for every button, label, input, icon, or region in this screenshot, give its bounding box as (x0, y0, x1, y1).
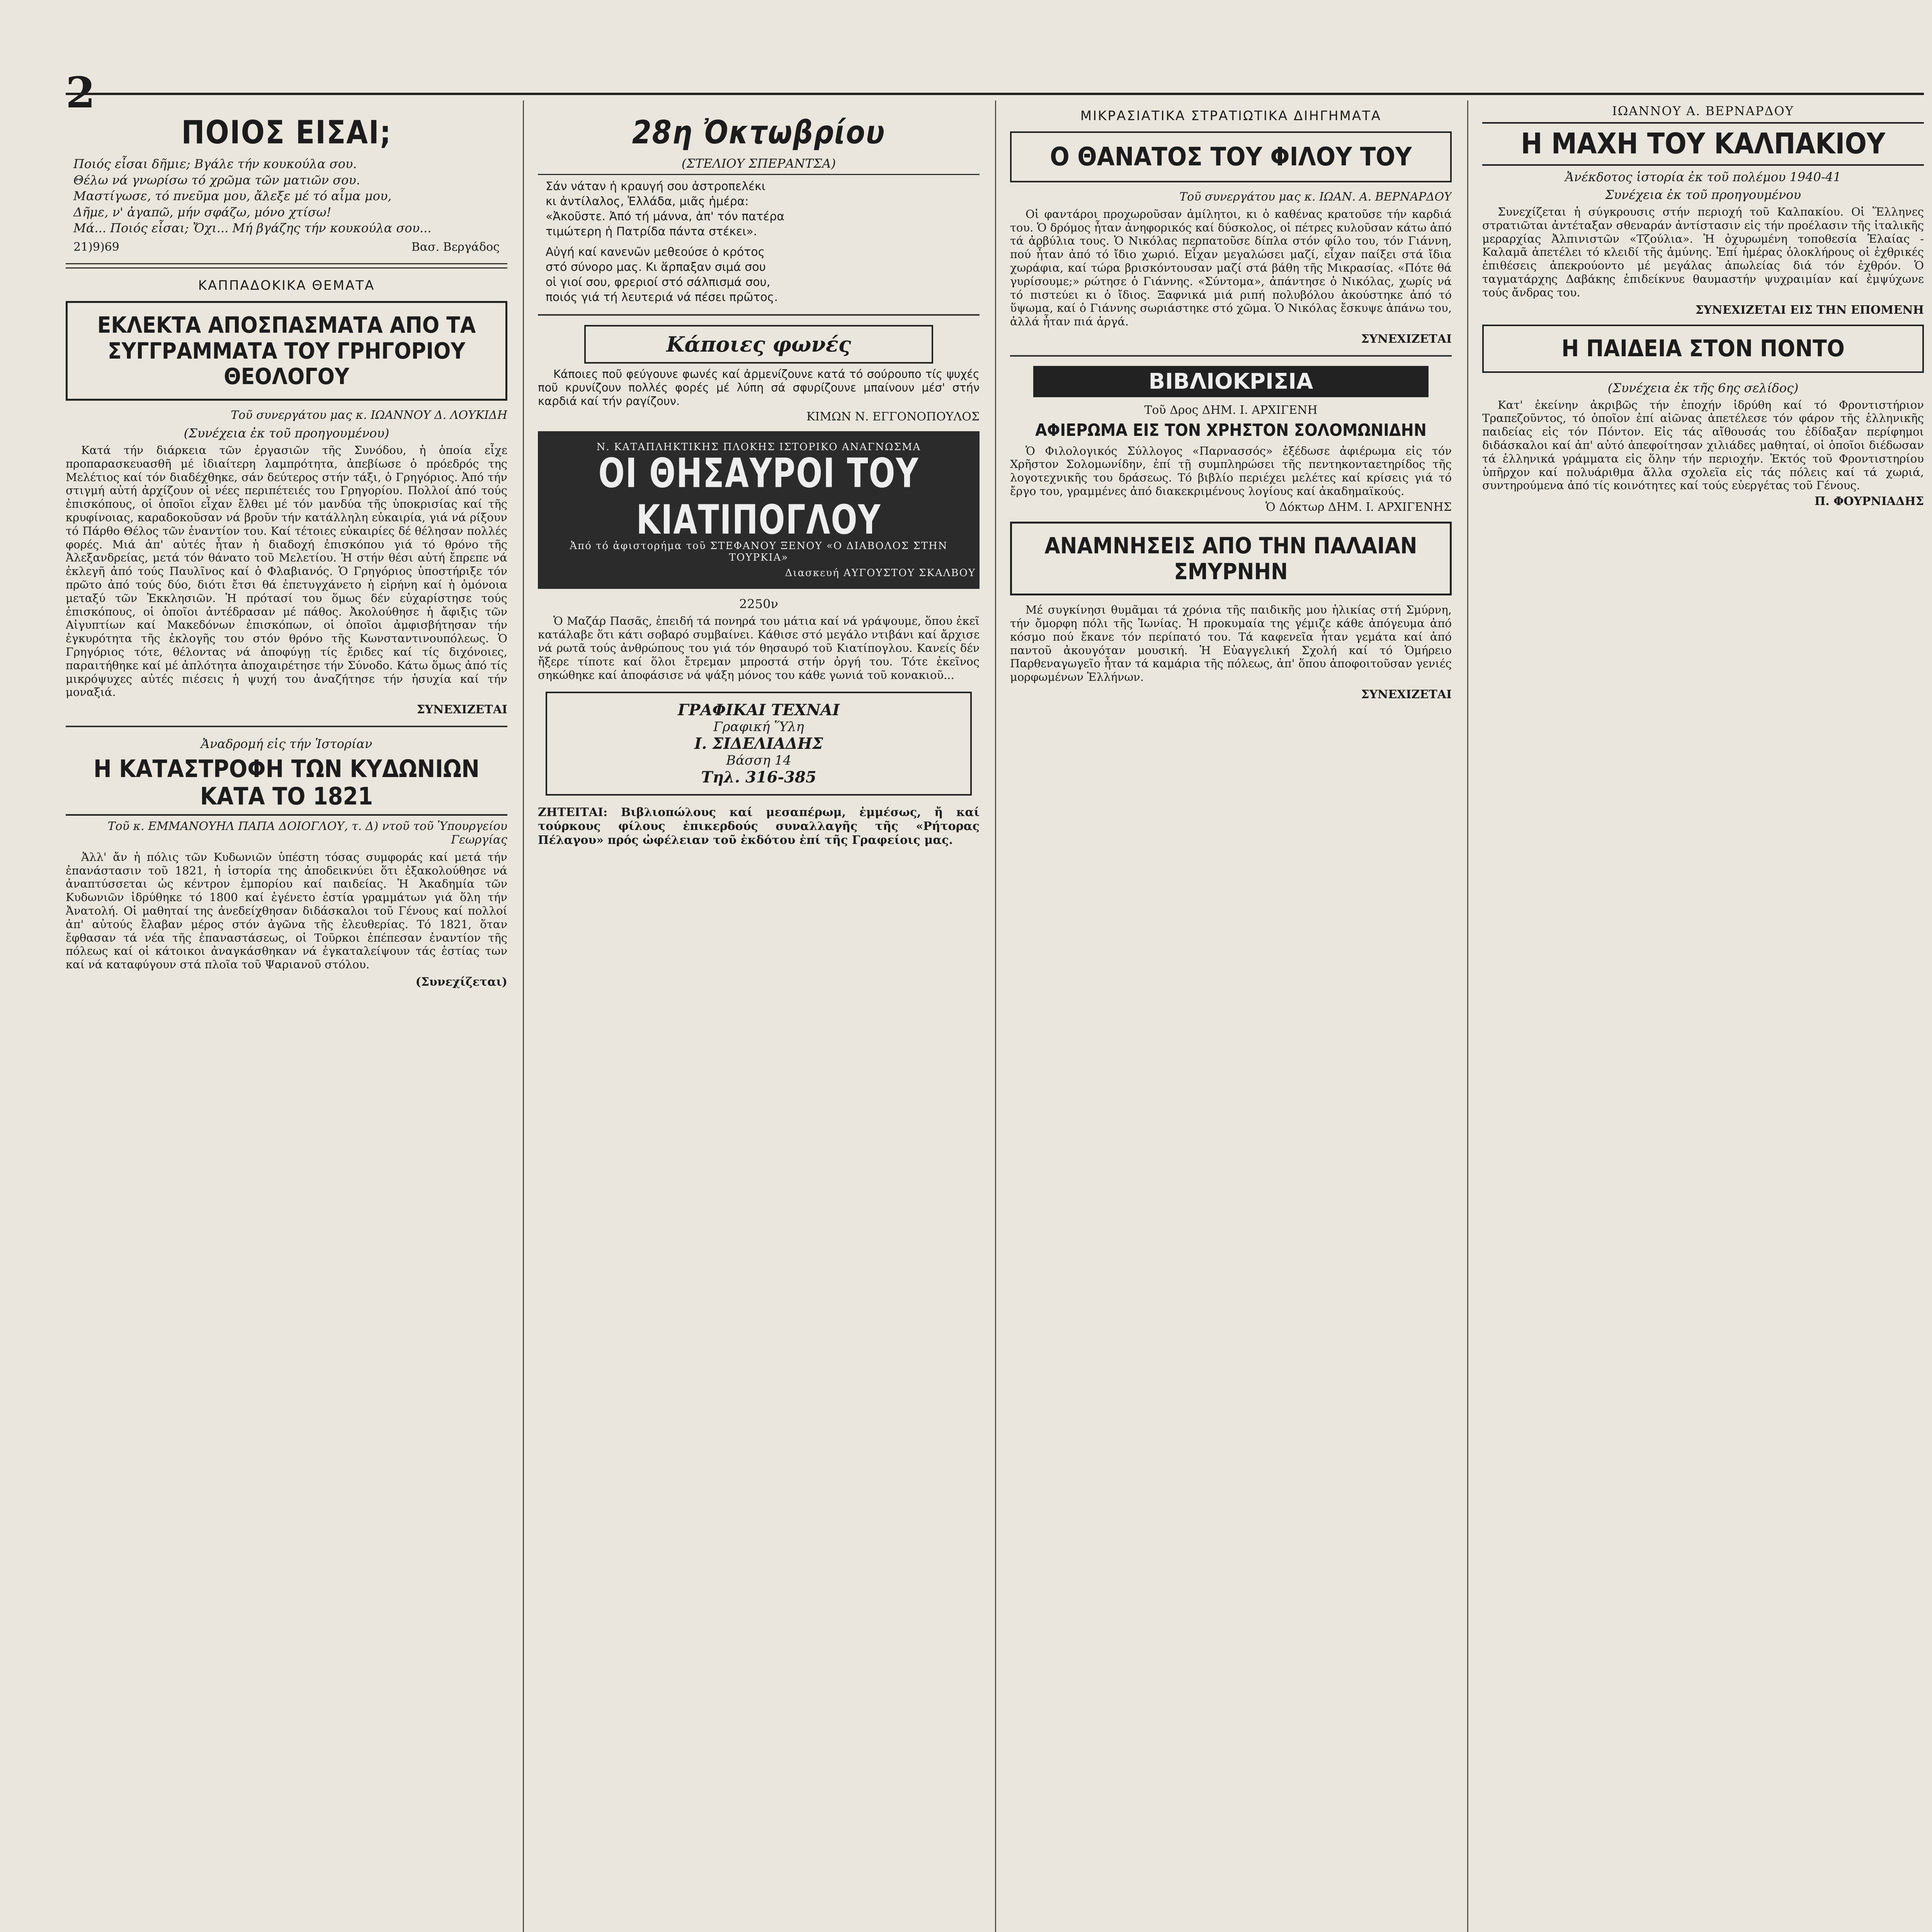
bib-signature: Ὁ Δόκτωρ ΔΗΜ. Ι. ΑΡΧΙΓΕΝΗΣ (1265, 500, 1452, 514)
column-4 (1467, 100, 1924, 1932)
serial-adaptation: Διασκευή ΑΥΓΟΥΣΤΟΥ ΣΚΑΛΒΟΥ (785, 567, 976, 579)
column-3 (995, 100, 1452, 1932)
poem2-body (546, 179, 972, 305)
article2-body (66, 850, 507, 971)
poem-line: Δῆμε, ν' ἀγαπῶ, μήν σφάζω, μόνο χτίσω! (73, 204, 332, 219)
divider (66, 263, 507, 269)
article1-text: Κατά τήν διάρκεια τῶν ἐργασιῶν τῆς Συνόδου, ἡ ὁποία εἶχε προπαρασκευασθῆ μέ ἰδιαίτερη λαμπρότητα, ἀπεβίωσε ὁ πρόεδρός της Μελέτιος καί τόν διαδέχθηκε, σάν δεύτερος στήν τάξι, ὁ Γρηγόριος. Ἀπό τήν στιγμή αὐτή ἀρχίζουν οἱ νέες περιπέτειές του Γρηγορίου. Πολλοί ἀπό τούς ἐπισκόπους, οἱ ὁποῖοι εἶχαν ἔλθει μέ τόν μανδύα τῆς ὑποκρισίας καί τῆς κρυφίνοιας, καραδοκοῦσαν νά βροῦν τήν κατάλληλη εὐκαιρία, γιά νά ρίξουν τό Πάρθο Θέλος τῶν ἐναντίον του. Καί τέτοιες εὐκαιρίες δέ θέλησαν πολλές φορές. Μιά ἀπ' αὐτές ἦταν ἡ διαδοχή ἐπισκόπου γιά τό θρόνο τῆς Ἀλεξανδρείας, μετά τόν θάνατο τοῦ Μελετίου. Ἡ στήν θέσι αὐτή ἔπρεπε νά ἐκλεγῆ ἀπό τούς Παυλῖνος καί ὁ Φλαβιανός. Ὁ Γρηγόριος ὑποστήριξε τόν πρῶτο ἀπό τούς δύο, διότι ἔτσι θά ἐπετυγχάνετο ἡ εἰρήνη καί ἡ ὁμόνοια μεταξύ τῶν Ἐκκλησιῶν. Ἡ πρότασί του ὅμως δέν εὐχαρίστησε τούς ἐπισκόπους, οἱ ὁποῖοι ἀντέδρασαν μέ πάθος. Ἀκολούθησε ἡ ἄφιξις τῶν Αἰγυπτίων καί Μακεδόνων ἐπισκόπων, οἱ ὁποῖοι ἀμφισβήτησαν τήν ἐγκυρότητα τῆς ἐκλογῆς του στόν θρόνο τῆς Κωνσταντινουπόλεως. Ὁ Γρηγόριος τότε, θέλοντας νά ἀποφύγῃ τίς ἔριδες καί τίς διχόνοιες, παραιτήθηκε καί μέ ἀπλότητα ἀποχαιρέτησε τήν Σύνοδο. Κάτω ὅμως ἀπό τίς μικρόψυχες αὐτές πιέσεις ἡ ψυχή του ἀναζήτησε τήν ἡσυχία καί τήν μοναξιά. (66, 444, 507, 699)
poem-line: οἱ γιοί σου, φρεριοί στό σάλπισμά σου, (546, 276, 770, 289)
article1-continued: ΣΥΝΕΧΙΖΕΤΑΙ (417, 703, 507, 717)
article1-title: ΕΚΛΕΚΤΑ ΑΠΟΣΠΑΣΜΑΤΑ ΑΠΟ ΤΑ ΣΥΓΓΡΑΜΜΑΤΑ ΤΟΥ ΓΡΗΓΟΡΙΟΥ ΘΕΟΛΟΓΟΥ (97, 311, 476, 390)
poem-line: Ποιός εἶσαι δῆμιε; Βγάλε τήν κουκούλα σου. (73, 156, 357, 171)
article2-kicker: Ἀναδρομή εἰς τήν Ἱστορίαν (201, 736, 372, 752)
kapoies-fones-box (584, 325, 933, 364)
columns (66, 100, 1924, 1932)
article-subtitle: Ἀνέκδοτος ἱστορία ἐκ τοῦ πολέμου 1940-41 (1565, 170, 1841, 185)
poem3-title: Κάποιες φωνές (666, 332, 851, 357)
bib-text: Ὁ Φιλολογικός Σύλλογος «Παρνασσός» ἐξέδωσε ἀφιέρωμα εἰς τόν Χρῆστον Σολομωνίδην, ἐπί τῇ συμπληρώσει τῆς πεντηκονταετηρίδος τῆς λογοτεχνικῆς του δράσεως. Τό βιβλίο περιέχει μελέτες καί κρίσεις γιά τό ἔργο του, γραμμένες ἀπό διακεκριμένους λογίους καί ἀκαδημαϊκούς. (1010, 444, 1452, 498)
article-title: Ο ΘΑΝΑΤΟΣ ΤΟΥ ΦΙΛΟΥ ΤΟΥ (1050, 142, 1412, 172)
article-text: Οἱ φαντάροι προχωροῦσαν ἀμίλητοι, κι ὁ καθένας κρατοῦσε τήν καρδιά του. Ὁ δρόμος ἦταν ἀνηφορικός καί δύσκολος, οἱ πέτρες κυλοῦσαν κάτω ἀπό τά ἀρβύλια τους. Ὁ Νικόλας περπατοῦσε δίπλα στόν φίλο του, τόν Γιάννη, πού ἦταν ἀπό τό ἴδιο χωριό. Εἶχαν μεγαλώσει μαζί, εἶχαν παίξει στά ἴδια χωράφια, καί τώρα βρισκόντουσαν μαζί στά βάθη τῆς Μικρασίας. «Πότε θά γυρίσουμε;» ρώτησε ὁ Γιάννης. «Σύντομα», ἀπάντησε ὁ Νικόλας, χωρίς νά τό πιστεύει κι ὁ ἴδιος. Ξαφνικά μιά ριπή πολυβόλου ἀκούστηκε ἀπό τό ὕψωμα, καί ὁ Γιάννης σωριάστηκε στό χῶμα. Ὁ Νικόλας ἔσκυψε ἀπάνω του, ἀλλά ἦταν πιά ἀργά. (1010, 207, 1452, 328)
poem-line: Μά... Ποιός εἶσαι; Ὄχι... Μή βγάζης τήν κουκούλα σου... (73, 221, 432, 236)
paideia-text: Κατ' ἐκείνην ἀκριβῶς τήν ἐποχήν ἱδρύθη καί τό Φροντιστήριον Τραπεζοῦντος, τό ὁποῖον ἐπί αἰῶνας ἀπετέλεσε τόν φάρον τῆς ἑλληνικῆς παιδείας εἰς τόν Πόντον. Εἰς τάς αἴθουσάς του ἐδίδαξαν περίφημοι διδάσκαλοι καί ἀπ' αὐτό ἀπεφοίτησαν χιλιάδες μαθηταί, οἱ ὁποῖοι διέδωσαν τά ἑλληνικά γράμματα εἰς ὅλην τήν περιοχήν. Ἐκτός τοῦ Φροντιστηρίου ὑπῆρχον καί πολυάριθμα ἄλλα σχολεῖα εἰς τάς πόλεις καί τά χωριά, συντηρούμενα ἀπό τίς κοινότητες καί τούς εὐεργέτας τοῦ Γένους. (1482, 398, 1924, 492)
article1-byline: Τοῦ συνεργάτου μας κ. ΙΩΑΝΝΟΥ Δ. ΛΟΥΚΙΔΗ (231, 408, 507, 422)
article1-headbox (66, 301, 507, 401)
smyrna-text: Μέ συγκίνησι θυμᾶμαι τά χρόνια τῆς παιδικῆς μου ἡλικίας στή Σμύρνη, τήν ὄμορφη πόλι τῆς Ἰωνίας. Ἡ προκυμαία της γέμιζε κάθε ἀπόγευμα ἀπό κόσμο πού ἔκανε τόν περίπατό του. Τά καφενεῖα ἦταν γεμάτα καί ἀπό παντοῦ ἀκουγόταν μουσική. Ἡ Εὐαγγελική Σχολή καί τό Ὁμήρειο Παρθεναγωγεῖο ἦταν τά καμάρια τῆς πόλεως, ἀπ' ὅπου ἀποφοιτοῦσαν γενιές μορφωμένων Ἑλλήνων. (1010, 603, 1452, 684)
bib-author: Τοῦ Δρος ΔΗΜ. Ι. ΑΡΧΙΓΕΝΗ (1144, 403, 1318, 417)
article2-continued: (Συνεχίζεται) (415, 975, 507, 989)
article1-body (66, 444, 507, 699)
serial-source: Ἀπό τό ἀφιστορήμα τοῦ ΣΤΕΦΑΝΟΥ ΞΕΝΟΥ «Ο ΔΙΑΒΟΛΟΣ ΣΤΗΝ ΤΟΥΡΚΙΑ» (570, 540, 948, 564)
wanted-notice: ΖΗΤΕΙΤΑΙ: Βιβλιοπώλους καί μεσαπέρωμ, ἐμμέσως, ἤ καί τούρκους φίλους ἐπικερδούς συναλλαγῆς τῆς «Ρήτορας Πέλαγου» πρός ὠφέλειαν τοῦ ἐκδότου ἐπί τῆς Γραφείοις μας. (538, 806, 980, 847)
serial-kicker: Ν. ΚΑΤΑΠΛΗΚΤΙΚΗΣ ΠΛΟΚΗΣ ΙΣΤΟΡΙΚΟ ΑΝΑΓΝΩΣΜΑ (596, 441, 921, 453)
ad-line: Τηλ. 316-385 (701, 768, 816, 787)
paideia-note: (Συνέχεια ἐκ τῆς 6ης σελίδος) (1607, 380, 1799, 395)
poem3-body (538, 367, 980, 408)
divider (1010, 355, 1452, 357)
bib-kicker: ΒΙΒΛΙΟΚΡΙΣΙΑ (1033, 366, 1429, 397)
article2-byline: Τοῦ κ. ΕΜΜΑΝΟΥΗΛ ΠΑΠΑ ΔΟΙΟΓΛΟΥ, τ. Δ) ντοῦ τοῦ Ὑπουργείου Γεωργίας (107, 819, 507, 847)
article-headbox (1010, 131, 1452, 182)
poem-line: Αὐγή καί κανενῶν μεθεούσε ὁ κρότος (546, 245, 765, 259)
paideia-headbox (1482, 325, 1924, 373)
poem-line: ποιός γιά τή λευτεριά νά πέσει πρῶτος. (546, 291, 778, 304)
poem-author: Βασ. Βεργάδος (411, 240, 500, 254)
header-rule (66, 93, 1924, 95)
graphic-arts-ad (546, 692, 972, 796)
smyrna-headbox (1010, 522, 1452, 595)
article-note: Συνέχεια ἐκ τοῦ προηγουμένου (1605, 187, 1801, 202)
poem2-title: 28η Ὀκτωβρίου (632, 113, 886, 151)
article1-note: (Συνέχεια ἐκ τοῦ προηγουμένου) (184, 426, 389, 441)
column-1 (66, 100, 507, 1932)
poem-line: στό σύνορο μας. Κι ἅρπαξαν σιμά σου (546, 260, 766, 274)
ad-line: Γραφική Ὕλη (713, 719, 804, 735)
poem-body (73, 156, 500, 236)
poem-footer (73, 240, 500, 254)
poem-title: ΠΟΙΟΣ ΕΙΣΑΙ; (181, 113, 392, 151)
article-body (1482, 205, 1924, 299)
article2-title: Η ΚΑΤΑΣΤΡΟΦΗ ΤΩΝ ΚΥΔΩΝΙΩΝ ΚΑΤΑ ΤΟ 1821 (66, 755, 507, 816)
smyrna-title: ΑΝΑΜΝΗΣΕΙΣ ΑΠΟ ΤΗΝ ΠΑΛΑΙΑΝ ΣΜΥΡΝΗΝ (1044, 532, 1417, 585)
article-title: Η ΜΑΧΗ ΤΟΥ ΚΑΛΠΑΚΙΟΥ (1482, 122, 1924, 166)
article2-text: Ἀλλ' ἄν ἡ πόλις τῶν Κυδωνιῶν ὑπέστη τόσας συμφοράς καί μετά τήν ἐπανάστασιν τοῦ 1821, ἡ ἱστορία της ἀποδεικνύει ὅτι ἐξακολούθησε νά ἀναπτύσσεται ὡς κέντρον ἐμπορίου καί παιδείας. Ἡ Ἀκαδημία τῶν Κυδωνιῶν ἱδρύθηκε τό 1800 καί ἐγένετο ἐστία γραμμάτων γιά ὅλη τήν Ἀνατολή. Οἱ μαθηταί της ἀνεδείχθησαν διδάσκαλοι τοῦ Γένους καί πολλοί ἀπ' αὐτούς ἔλαβαν μέρος στόν ἀγῶνα τῆς ἐλευθερίας. Τό 1821, ὅταν ἔφθασαν τά νέα τῆς ἐπαναστάσεως, οἱ Τοῦρκοι ἐπέπεσαν ἐναντίον τῆς πόλεως καί οἱ κάτοικοι ἀναγκάσθηκαν νά ἐγκαταλείψουν τάς ἑστίας των καί νά καταφύγουν στά πλοῖα τοῦ Ψαριανοῦ στόλου. (66, 850, 507, 971)
serial-body (538, 614, 980, 682)
article-kicker: ΜΙΚΡΑΣΙΑΤΙΚΑ ΣΤΡΑΤΙΩΤΙΚΑ ΔΙΗΓΗΜΑΤΑ (1080, 108, 1382, 124)
paideia-body (1482, 398, 1924, 493)
paideia-signature: Π. ΦΟΥΡΝΙΑΔΗΣ (1814, 495, 1924, 509)
smyrna-continued: ΣΥΝΕΧΙΖΕΤΑΙ (1361, 688, 1452, 701)
poem-line: κι ἀντίλαλος, Ἑλλάδα, μιᾶς ἡμέρα: (546, 195, 749, 208)
ad-title: ΓΡΑΦΙΚΑΙ ΤΕΧΝΑΙ (677, 701, 840, 719)
column-2 (523, 100, 980, 1932)
paideia-title: Η ΠΑΙΔΕΙΑ ΣΤΟΝ ΠΟΝΤΟ (1561, 335, 1845, 362)
article-byline-top: ΙΩΑΝΝΟΥ Α. ΒΕΡΝΑΡΔΟΥ (1612, 104, 1794, 118)
article-text: Συνεχίζεται ἡ σύγκρουσις στήν περιοχή τοῦ Καλπακίου. Οἱ Ἕλληνες στρατιῶται ἀντέταξαν σθεναράν ἀντίστασιν εἰς τήν προέλασιν τῆς ἰταλικῆς μεραρχίας Ἀλπινιστῶν «Τζούλια». Ἡ ὀχυρωμένη τοποθεσία Ἐλαίας - Καλαμᾶ ἀπετέλει τό κλειδί τῆς ἀμύνης. Ἐπί ἡμέρας ὁλοκλήρους οἱ ἐχθρικές ἐπιθέσεις ἀπεκρούοντο μέ μεγάλας ἀπωλείας διά τόν ἐχθρόν. Ὁ ταγματάρχης Δαβάκης ἐπιδείκνυε θαυμαστήν ψυχραιμίαν καί ἐμψύχωνε τούς ἄνδρας του. (1482, 205, 1924, 299)
ad-line: Ι. ΣΙΔΕΛΙΑΔΗΣ (694, 735, 823, 753)
smyrna-body (1010, 603, 1452, 684)
poem-date: 21)9)69 (73, 240, 119, 254)
poem3-text: Κάποιες ποῦ φεύγουνε φωνές καί ἀρμενίζουνε κατά τό σούρουπο τίς ψυχές ποῦ κρυνίζουν πολλές φορές μέ λύπη σά σφυρίζουνε μπαίνουν μέσ' στήν καρδιά καί τήν ραγίζουν. (538, 367, 980, 408)
poem3-author: ΚΙΜΩΝ Ν. ΕΓΓΟΝΟΠΟΥΛΟΣ (806, 410, 980, 424)
poem-line: τιμώτερη ἡ Πατρίδα πάντα στέκει». (546, 225, 757, 238)
ad-line: Βάσση 14 (726, 753, 791, 769)
poem-line: «Ἀκοῦστε. Ἀπό τή μάννα, ἀπ' τόν πατέρα (546, 210, 785, 223)
article-body (1010, 207, 1452, 328)
article-continued: ΣΥΝΕΧΙΖΕΤΑΙ ΕΙΣ ΤΗΝ ΕΠΟΜΕΝΗ (1695, 303, 1924, 317)
serial-title: ΟΙ ΘΗΣΑΥΡΟΙ ΤΟΥ ΚΙΑΤΙΠΟΓΛΟΥ (598, 450, 919, 544)
poem-line: Σάν νάταν ἡ κραυγή σου ἀστροπελέκι (546, 180, 765, 193)
bib-body (1010, 444, 1452, 498)
article-continued: ΣΥΝΕΧΙΖΕΤΑΙ (1361, 332, 1452, 346)
divider (66, 726, 507, 727)
poem-line: Μαστίγωσε, τό πνεῦμα μου, ἄλεξε μέ τό αἷμα μου, (73, 189, 392, 204)
poem-line: Θέλω νά γνωρίσω τό χρῶμα τῶν ματιῶν σου. (73, 172, 360, 187)
bib-title: ΑΦΙΕΡΩΜΑ ΕΙΣ ΤΟΝ ΧΡΗΣΤΟΝ ΣΟΛΟΜΩΝΙΔΗΝ (1035, 420, 1427, 440)
divider (538, 314, 980, 316)
article-byline: Τοῦ συνεργάτου μας κ. ΙΩΑΝ. Α. ΒΕΡΝΑΡΔΟΥ (1179, 190, 1452, 204)
page-number: 2 (66, 68, 95, 117)
poem2-author: (ΣΤΕΛΙΟΥ ΣΠΕΡΑΝΤΣΑ) (538, 156, 980, 175)
serial-banner (538, 431, 980, 589)
serial-text: Ὁ Μαζάρ Πασᾶς, ἐπειδή τά πονηρά του μάτια καί νά γράψουμε, ὅπου ἐκεῖ κατάλαβε ὅτι κάτι σοβαρό συμβαίνει. Κάθισε στό μεγάλο ντιβάνι καί ἄρχισε νά ρωτᾶ τούς ἀνθρώπους του γιά τόν θησαυρό τοῦ Κιατίπογλου. Κανείς δέν ἤξερε τίποτε καί ὅλοι ἔτρεμαν μπροστά στήν ὀργή του. Τότε ἐκεῖνος σηκώθηκε καί ἀποφάσισε νά ψάξη μόνος του κάθε γωνιά τοῦ κονακιοῦ... (538, 614, 980, 682)
section-kicker: ΚΑΠΠΑΔΟΚΙΚΑ ΘΕΜΑΤΑ (198, 277, 375, 293)
serial-number: 2250ν (739, 597, 778, 612)
